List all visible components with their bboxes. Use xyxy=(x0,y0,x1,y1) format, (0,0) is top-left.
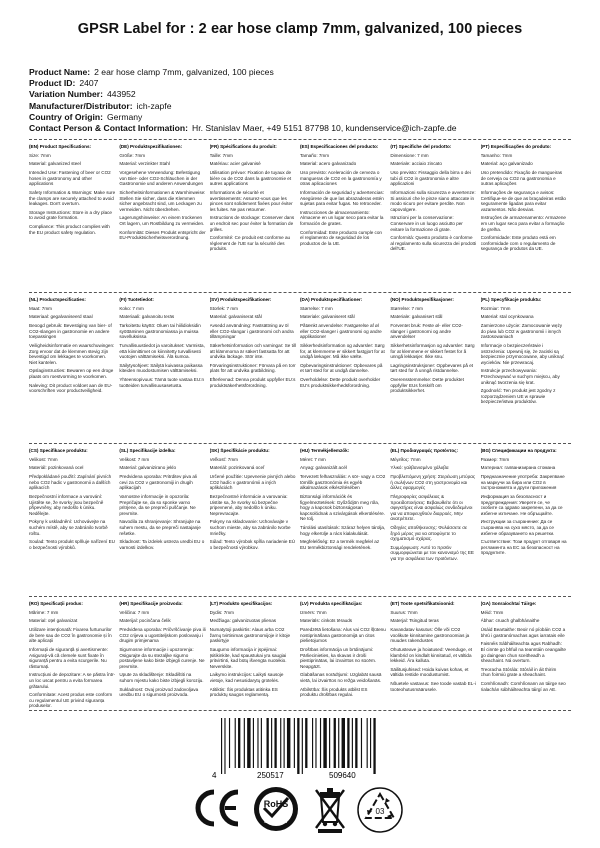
language-heading: (EN) Product Specifications: xyxy=(29,144,92,149)
spec-text: Suurus: 7mm xyxy=(390,609,418,615)
spec-text: Koko: 7 mm xyxy=(119,305,144,311)
spec-text: Förvaringsinstruktioner: Förvara på en torr plats för att undvika gratbildning. xyxy=(209,362,296,374)
barcode-bar xyxy=(253,718,254,768)
spec-text: Compliance: This product complies with the EU product safety regulation. xyxy=(29,224,110,235)
language-column xyxy=(210,601,300,709)
language-column xyxy=(481,601,571,709)
spec-text: Storlek: 7 mm xyxy=(209,305,238,311)
language-section xyxy=(29,297,571,405)
language-column xyxy=(300,448,390,561)
barcode-bar xyxy=(261,718,262,768)
spec-text: Materjal: Tsingitud teras xyxy=(390,618,439,624)
spec-text: Velikost: 7mm xyxy=(29,456,58,462)
language-heading: (ES) Especificaciones del producto: xyxy=(299,144,379,149)
spec-text: Съответствие: Този продукт отговаря на регламента на ЕС за безопасност на продуктите. xyxy=(480,539,567,556)
barcode-bar xyxy=(334,718,336,768)
barcode-bar xyxy=(297,718,299,774)
barcode-bar xyxy=(235,718,236,768)
rohs-sublabel: COMPLIANT xyxy=(264,819,288,824)
language-heading: (DA) Produktspecifikationer: xyxy=(299,297,363,302)
spec-text: Kavandatav kasutus: Õlle või CO2 voolikute kinnitamine gastronoomias ja muudes rakendustes xyxy=(390,627,470,644)
language-heading: (HU) Termékjellemzők: xyxy=(299,448,350,453)
spec-text: Skladnost: Ta izdelek ustreza uredbi EU o varnosti izdelkov. xyxy=(119,539,205,550)
language-heading: (LT) Produkto specifikacijos: xyxy=(209,601,273,606)
barcode-bar xyxy=(320,718,321,768)
spec-text: Informacje o bezpieczeństwie i ostrzeżenia: Upewnij się, że zaciski są bezpiecznie przymocowane, aby uniknąć wycieków. Nie przewracaj. xyxy=(480,343,565,365)
spec-text: Informazioni sulla sicurezza e avvertenze: Si assicuri che le pinze siano attaccate in modo sicuro per evitare perdite. Non capovolgere. xyxy=(390,190,476,212)
spec-text: Tarkoitettu käyttö: Oluen tai hiilidioksidin syöttäminen gastronomiassa ja muissa sovelluksissa xyxy=(119,323,201,340)
language-section xyxy=(29,601,571,709)
spec-text: Material: aço galvanizado xyxy=(480,161,533,167)
language-column xyxy=(390,601,480,709)
info-value: ich-zapfe xyxy=(136,100,172,111)
spec-text: Rozmiar: 7mm xyxy=(480,305,511,311)
language-column xyxy=(29,601,119,709)
spec-text: Materiāls: cinkots tērauds xyxy=(299,618,353,624)
spec-text: Размер: 7mm xyxy=(480,456,510,462)
language-heading: (IT) Specifiche del prodotto: xyxy=(390,144,452,149)
spec-text: Größe: 7mm xyxy=(119,152,146,158)
spec-text: Материал: галванизирана стомана xyxy=(480,465,556,471)
spec-text: Nõuetele vastavus: See toode vastab EL-i tooteohutusmäärusele. xyxy=(390,681,476,692)
spec-text: Materiál: pozinkovaná oceľ xyxy=(209,465,265,471)
spec-text: Material: verzinkter Stahl xyxy=(119,161,170,167)
barcode-bar xyxy=(271,718,272,768)
spec-text: Safety Information & Warnings: Make sure the clamps are securely attached to avoid leakages. Don't overturn. xyxy=(29,190,116,207)
spec-text: Υλικό: γαλβανισμένο χάλυβα xyxy=(390,465,449,471)
spec-text: Utilizare intenționată: Fixarea furtunurilor de bere sau de CO2 în gastronomie și în alte aplicații xyxy=(29,627,112,644)
info-row xyxy=(29,123,457,134)
language-heading: (GA) Sonraíochtaí Táirge: xyxy=(480,601,537,606)
spec-text: Maat: 7mm xyxy=(29,305,52,311)
language-heading: (BG) Спецификации на продукта: xyxy=(480,448,557,453)
spec-text: Pokyny na skladovanie: Uchovávajte v suchom mieste, aby sa zabránilo tvorbe mriežky. xyxy=(209,519,291,536)
spec-text: Megfelelőség: Ez a termék megfelel az EU termékbiztonsági rendeletének. xyxy=(299,539,380,550)
spec-text: Istruzioni per la conservazione: Conservare in un luogo asciutto per evitare la formazione di grate. xyxy=(390,215,463,232)
spec-text: Paredzētā lietošana: Alus vai CO2 šļūtenu nostiprināšana gastronomijā un citos pielietojumos xyxy=(299,627,386,644)
language-column xyxy=(300,297,390,405)
spec-text: Treoracha Stórála: Stóráil in áit thirim chun foirmiú grate a sheachaint. xyxy=(480,666,557,678)
spec-text: Informații de siguranță și avertismente: Asigurați-vă că clemele sunt fixate în siguranță pentru a evita scurgerile. Nu răsturnați. xyxy=(29,647,108,669)
info-value: Hr. Stanislav Maer, +49 5151 87798 10, kundenservice@ich-zapfe.de xyxy=(192,123,457,134)
info-label: Contact Person & Contact Information: xyxy=(29,123,188,134)
barcode-bar xyxy=(361,718,362,768)
barcode-bar xyxy=(224,718,225,774)
language-column xyxy=(481,144,571,252)
spec-text: Vorgesehene Verwendung: Befestigung von Bier- oder CO2-Schläuchen in der Gastronomie und anderen Anwendungen xyxy=(119,170,204,187)
language-column xyxy=(119,601,209,709)
spec-text: Materiaali: galvanoitu teräs xyxy=(119,314,175,320)
spec-text: Pokyny k uskladnění: Uchovávejte na suchém místě, aby se zabránilo tvorbě roštu. xyxy=(29,519,108,536)
spec-text: Material: galvanized steel xyxy=(29,161,81,167)
spec-text: Uso previsto: Aceleración de cerveza o mangueras de CO2 en la gastronomía y otras aplicaciones xyxy=(299,170,382,187)
barcode-digit-3: 509640 xyxy=(329,771,356,780)
barcode-bar xyxy=(267,718,269,768)
spec-text: Navodila za shranjevanje: Shranjujte na suhem mestu, da se prepreči nastajanje rešetke. xyxy=(119,519,201,536)
language-column xyxy=(119,297,209,405)
spec-text: Πληροφορίες ασφάλειας & προειδοποιήσεις: Βεβαιωθείτε ότι οι σφιγκτήρες είναι ασφαλώς συνδεδεμένοι για να αποφευχθούν διαρροές. Μην ανατρέπετε. xyxy=(390,494,473,522)
spec-text: Laikymo instrukcijos: Laikyti sausoje vietoje, kad nesusidarytų grotelės. xyxy=(209,672,284,683)
language-heading: (SL) Specifikacije izdelka: xyxy=(119,448,176,453)
spec-text: Tervezett felhasználás: A sör- vagy a CO2 tömlők gasztronómia és egyéb alkalmazások elkészítésében xyxy=(299,474,386,491)
info-row xyxy=(29,78,457,89)
language-heading: (RO) Specificații produs: xyxy=(29,601,83,606)
language-column xyxy=(300,144,390,252)
info-label: Manufacturer/Distributor: xyxy=(29,100,133,111)
barcode-bar xyxy=(352,718,353,768)
language-heading: (HR) Specifikacije proizvoda: xyxy=(119,601,183,606)
spec-text: Mărime: 7 mm xyxy=(29,609,59,615)
spec-text: Sikkerhedsinformation og advarsler: Sørg for, at klemmerne er sikkert fastgjort for at undgå lækager. Må ikke vælte. xyxy=(299,343,385,360)
barcode-bar xyxy=(338,718,339,768)
spec-text: Предназначение употреба: Закрепване на маркучи за бира или CO2 в гастрономията и други приложения xyxy=(480,474,565,491)
barcode-bar xyxy=(323,718,326,768)
language-column xyxy=(29,448,119,561)
info-row xyxy=(29,112,457,123)
spec-text: Avsedd användning: Fastsättning av öl eller CO2-slangar i gastronomi och andra tillämpningar xyxy=(209,323,294,340)
spec-text: Lagerungshinweise: An einem trockenen Ort lagern, um Rostbildung zu vermeiden. xyxy=(119,215,205,226)
spec-text: Materiaal: gegalvaniseerd staal xyxy=(29,314,93,320)
barcode-bar xyxy=(244,718,245,768)
spec-text: Materiał: stal ocynkowana xyxy=(480,314,534,320)
spec-text: Efterlevnad: Denna produkt uppfyller EU:s produktsäkerhetsförordning. xyxy=(209,377,296,388)
barcode-bar xyxy=(315,718,316,768)
language-column xyxy=(210,144,300,252)
info-label: Product Name: xyxy=(29,67,91,77)
rohs-icon xyxy=(250,784,302,834)
spec-text: Méid: 7mm xyxy=(480,609,504,615)
spec-text: Ábhar: cruach ghalbhánaithe xyxy=(480,618,540,624)
spec-text: Instrucciones de almacenamiento: Almacene en un lugar seco para evitar la formación de grates. xyxy=(299,209,384,226)
spec-text: Izmērs: 7mm xyxy=(299,609,327,615)
spec-text: Οδηγίες αποθήκευσης: Φυλάσσετε σε ξηρό μέρος για να αποφύγετε το σχηματισμό σχάρας. xyxy=(390,524,468,542)
spec-text: Materiál: pozinkovaná ocel xyxy=(29,465,84,471)
spec-text: Størrelse: 7 mm xyxy=(390,305,423,311)
spec-text: Varnostne informacije in opozorila: Prepričajte se, da so sponke varno pritrjene, da se prepreči puščanje. Ne prevrnite. xyxy=(119,494,196,516)
spec-text: Atbilstība: Šis produkts atbilst ES produktu drošības regulai. xyxy=(299,686,368,698)
spec-text: Dydis: 7mm xyxy=(209,609,234,615)
spec-text: Material: galvanizirano jeklo xyxy=(119,465,177,471)
spec-text: Veličina: 7 mm xyxy=(119,609,150,615)
spec-text: Intended Use: Fastening of beer or CO2 hoses in gastronomy and other applications xyxy=(29,170,111,187)
language-heading: (FI) Tuotetiedot: xyxy=(119,297,154,302)
spec-text: Säilitusjuhised: Hoida kuivas kohas, et vältida restide moodustumist. xyxy=(390,666,469,678)
spec-text: Předpokládané použití: Zapínání pivních nebo CO2 hadic v gastronomii a dalších aplikacích xyxy=(29,474,112,491)
recycling-number: 03 xyxy=(375,807,385,816)
barcode-bar xyxy=(312,718,313,768)
spec-text: Informações de segurança e avisos: Certifique-se de que as braçadeiras estão seguramente ligadas para evitar vazamentos. Não desvias. xyxy=(480,190,566,212)
language-column xyxy=(481,448,571,561)
spec-text: Veľkosť: 7mm xyxy=(209,456,238,462)
spec-text: Säkerhetsinformation och varningar: Se till att klämmorna är säkert fastsatta för att undvika läckage. Stör inte. xyxy=(209,343,296,360)
barcode-bar xyxy=(247,718,250,768)
language-column xyxy=(390,297,480,405)
spec-text: Súlad: Tento výrobok spĺňa nariadenie EÚ o bezpečnosti výrobkov. xyxy=(209,539,296,550)
language-column xyxy=(390,448,480,561)
spec-text: Material: galvaniserat stål xyxy=(209,314,262,320)
language-heading: (PL) Specyfikacje produktu: xyxy=(480,297,542,302)
spec-text: Forventet bruk: Feste øl- eller CO2-slanger i gastronomi og andre anvendelser xyxy=(390,323,463,340)
spec-text: Ohutusteave ja hoiatused: Veenduge, et klambrid on kindlalt kinnitatud, et vältida lekkeid. Ära kalluta. xyxy=(390,647,473,664)
spec-text: Instrucțiuni de depozitare: A se păstra într-un loc uscat pentru a evita formarea grătarului. xyxy=(29,672,116,689)
info-value: 2 ear hose clamp 7mm, galvanized, 100 pieces xyxy=(94,67,274,77)
spec-text: Velikost: 7 mm xyxy=(119,456,150,462)
divider xyxy=(29,596,571,597)
info-value: Germany xyxy=(107,111,143,122)
spec-text: Yhteensopivuus: Tämä tuote vastaa EU:n tuotteiden turvallisuusasetusta. xyxy=(119,377,205,388)
language-section xyxy=(29,448,571,561)
language-column xyxy=(210,297,300,405)
spec-text: Storage Instructions: Store in a dry place to avoid grate formation. xyxy=(29,209,112,221)
language-column xyxy=(390,144,480,252)
spec-text: Инструкции за съхранение: Да се съхранява на сухо място, за да се избегне образуването на решетки. xyxy=(480,519,555,536)
divider xyxy=(29,139,571,140)
spec-text: Sigurnosne informacije i upozorenja: Osigurajte da su stezaljke sigurno postavljene kako biste izbjegli curenje. Ne prevrnite. xyxy=(119,647,205,669)
info-label: Variation Number: xyxy=(29,89,104,100)
language-heading: (ET) Toote spetsifikatsioonid: xyxy=(390,601,455,606)
barcode-bar xyxy=(238,718,240,768)
rohs-label: RoHS xyxy=(263,799,289,809)
spec-text: Bezpečnostné informácie a varovania: Uistite sa, že svorky sú bezpečne pripevnené, aby nedošlo k úniku. Neprevracajte. xyxy=(209,494,288,516)
spec-text: Instruções de armazenamento: Armazene em um lugar seco para evitar a formação de grelha. xyxy=(480,215,566,232)
spec-text: Turvallisuustiedot ja varoitukset: Varmista, että kiinnittimet on kiinnitetty turvallisesti vuotojen välttämiseksi. Älä kumoa. xyxy=(119,343,205,360)
spec-text: Veiligheidsinformatie en waarschuwingen: Zorg ervoor dat de klemmen stevig zijn bevestigd om lekkages te voorkomen. Niet kantelen. xyxy=(29,343,115,365)
language-column xyxy=(29,144,119,252)
barcode-bar xyxy=(221,718,222,774)
spec-text: Medžiaga: galvanizuotas plienas xyxy=(209,618,277,624)
spec-text: Conformité: Ce produit est conforme au règlement de l'UE sur la sécurité des produits. xyxy=(209,235,291,252)
language-heading: (NL) Productspecificaties: xyxy=(29,297,86,302)
language-heading: (DE) Produktspezifikationen: xyxy=(119,144,183,149)
info-value: 443952 xyxy=(107,89,136,100)
spec-text: Material: oțel galvanizat xyxy=(29,618,78,624)
spec-text: Overensstemmelse: Dette produktet oppfyller EUs forskrift om produktsikkerhet. xyxy=(390,377,464,394)
spec-text: Material: acero galvanizado xyxy=(299,161,357,167)
spec-text: Materiale: galvanisert stål xyxy=(390,314,443,320)
spec-text: Προβλεπόμενη χρήση: Στερέωση μπύρας ή σωλήνων CO2 στη γαστρονομία και άλλες εφαρμογές xyxy=(390,474,476,491)
spec-text: Materiale: galvaniseret stål xyxy=(299,314,355,320)
language-column xyxy=(300,601,390,709)
spec-text: Opbevaringsinstruktioner: Opbevares på et tørt sted for at undgå dannelse. xyxy=(299,362,383,374)
barcode-bar xyxy=(367,718,368,768)
spec-text: Matériau: acier galvanisé xyxy=(209,161,261,167)
spec-text: Μέγεθος: 7mm xyxy=(390,456,421,462)
language-column xyxy=(119,144,209,252)
spec-text: Συμμόρφωση: Αυτό το προϊόν συμμορφώνεται με τον κανονισμό της ΕΕ για την ασφάλεια των προϊόντων. xyxy=(390,544,474,561)
spec-text: Materijal: pocinčana čelik xyxy=(119,618,171,624)
spec-text: Informations de sécurité et avertissements: Assurez-vous que les pinces sont solidement fixées pour éviter les fuites. Ne pas retourner. xyxy=(209,190,293,212)
barcode-bar xyxy=(257,718,258,768)
spec-text: Drošības informācija un brīdinājumi: Pārliecinieties, ka skavas ir droši piestiprinātas, lai izvairītos no sūcēm. Neapgāzt. xyxy=(299,647,377,669)
barcode-bar xyxy=(229,718,230,768)
spec-text: Dimensione: 7 mm xyxy=(390,152,429,158)
language-column xyxy=(481,297,571,405)
spec-text: Sicherheitsinformationen & Warnhinweise: Stellen Sie sicher, dass die Klemmen sicher angebracht sind, um Leckagen zu vermeiden. Nicht überdrehen. xyxy=(119,190,206,212)
spec-text: Tárolási utasítások: Száraz helyen tárolja, hogy elkerülje a rács kialakulását. xyxy=(299,524,386,536)
spec-text: Sukladnost: Ovaj proizvod zadovoljava uredbu EU o sigurnosti proizvoda. xyxy=(119,686,199,698)
divider xyxy=(29,292,571,293)
spec-text: Biztonsági információk és figyelmeztetések: Győződjön meg róla, hogy a kapcsok biztonságosan kapcsolódnak a szivárgások elkerülésére. Ne tolj. xyxy=(299,494,386,522)
spec-text: Tamanho: 7mm xyxy=(480,152,513,158)
spec-text: Size: 7mm xyxy=(29,152,51,158)
language-column xyxy=(210,448,300,561)
spec-text: Glabāšanas norādījumi: Uzglabāt sausā vietā, lai izvairītos no režģa veidošanās. xyxy=(299,672,382,683)
barcode-bar xyxy=(373,718,375,774)
barcode-bar xyxy=(329,718,330,768)
spec-text: Faisnéis Sábháilteachta agus Rabhadh: Bí cinnte go bhfuil na teanntáin ceangailte go daingean chun sceitheadh a sheachaint. Ná overturn. xyxy=(480,641,566,664)
barcode-digit-2: 250517 xyxy=(257,771,284,780)
spec-text: Conformitate: Acest produs este conform cu regulamentul UE privind siguranța produselor. xyxy=(29,692,113,709)
language-column xyxy=(119,448,209,561)
spec-text: Úsáid Beartaithe: Beoir nó píobáin CO2 a bhrú i gastranómachas agus iarratais eile xyxy=(480,627,566,638)
barcode-bar xyxy=(302,718,303,774)
barcode-digit-1: 4 xyxy=(212,771,217,780)
product-info xyxy=(29,67,457,134)
barcode-bar xyxy=(355,718,357,768)
barcode-bar xyxy=(294,718,295,768)
spec-text: Saugumo informacija ir įspėjimai: Įsitikinkite, kad spaustukai yra saugiai pritvirtinti, kad būtų išvengta nuotėkio. Neverskite. xyxy=(209,647,287,669)
spec-text: Conformidade: Este produto está em conformidade com o regulamento de segurança de produtos da UE. xyxy=(480,235,556,252)
spec-text: Påtænkt anvendelse: Fastgørelse af øl eller CO2-slanger i gastronomi og andre applikationer xyxy=(299,323,382,340)
spec-text: Určené použitie: Upevnenie pivných alebo CO2 hadíc v gastronómii a iných aplikáciách xyxy=(209,474,296,491)
spec-text: Información de seguridad y advertencias: Asegúrese de que las abrazaderas estén sujetas para evitar fugas. No retroceder. xyxy=(299,190,384,207)
language-heading: (SK) Špecifikácie produktu: xyxy=(209,448,270,453)
spec-text: Comhlíonadh: Comhlíonann an táirge seo rialachán sábháilteachta táirgí an AE. xyxy=(480,681,566,692)
divider xyxy=(29,443,571,444)
barcode-bar xyxy=(342,718,345,768)
spec-text: Sikkerhetsinformasjon og advarsler: Sørg for at klemmene er sikkert festet for å unngå lekkasjer. Ikke snu. xyxy=(390,343,475,360)
spec-text: Beoogd gebruik: Bevestiging van bier- of CO2-slangen in gastronomie en andere toepassingen xyxy=(29,323,112,340)
spec-text: Anyag: galvanizált acél xyxy=(299,465,347,471)
language-heading: (FR) Spécifications du produit: xyxy=(209,144,277,149)
language-heading: (SV) Produktspecifikationer: xyxy=(209,297,272,302)
spec-text: Størrelse: 7 mm xyxy=(299,305,333,311)
language-heading: (CS) Specifikace produktu: xyxy=(29,448,88,453)
spec-text: Numatytoji paskirtis: Alaus arba CO2 žarnų tvirtinimas gastronomijoje ir kitoje paskirtyje xyxy=(209,627,291,644)
spec-text: Uso pretendido: Fixação de mangueiras de cerveja ou CO2 na gastronomia e outras aplicações xyxy=(480,170,563,187)
spec-text: Zgodność: Ten produkt jest zgodny z rozporządzeniem UE w sprawie bezpieczeństwa produktów. xyxy=(480,388,556,405)
barcode-bar xyxy=(274,718,276,768)
spec-text: Predvidena uporaba: Pritrditev piva ali cevi za CO2 v gastronomiji in drugih aplikacijah xyxy=(119,474,197,491)
spec-text: Utilisation prévue: Fixation de tuyaux de bière ou de CO2 dans la gastronomie et autres applications xyxy=(209,170,292,187)
spec-text: Säilytysohjeet: Säilytä kuivassa paikassa kiteiden muodostumisen välttämiseksi. xyxy=(119,362,203,374)
spec-text: Méret: 7 mm xyxy=(299,456,326,462)
spec-text: Naleving: Dit product voldoet aan de EU-voorschriften voor productveiligheid. xyxy=(29,382,113,394)
spec-text: Zamierzone użycie: Zamocowanie węży do piwa lub CO2 w gastronomii i innych zastosowaniach xyxy=(480,323,563,340)
barcode-bar xyxy=(284,718,285,768)
spec-text: Materiale: acciaio zincato xyxy=(390,161,442,167)
spec-text: Lagringsinstruksjoner: Oppbevares på et tørt sted for å unngå ristdannelse. xyxy=(390,362,474,374)
spec-text: Konformität: Dieses Produkt entspricht der EU-Produktsicherheitsverordnung. xyxy=(119,229,206,241)
barcode xyxy=(211,718,393,780)
info-label: Country of Origin: xyxy=(29,111,103,122)
info-row xyxy=(29,89,457,100)
spec-text: Bezpečnostní informace a varování: Ujistěte se, že svorky jsou bezpečně připevněny, aby nedošlo k úniku. Nedělejte. xyxy=(29,494,104,516)
spec-text: Информация за безопасност и предупреждения: Уверете се, че скобите са здраво закрепени, за да се избегне изтичане. Не обръщайте. xyxy=(480,494,563,516)
spec-text: Soulad: Tento produkt splňuje nařízení EU o bezpečnosti výrobků. xyxy=(29,539,115,550)
barcode-bar xyxy=(305,718,307,768)
barcode-bar xyxy=(287,718,290,768)
language-section xyxy=(29,144,571,252)
info-label: Product ID: xyxy=(29,78,76,89)
language-heading: (PT) Especificações do produto: xyxy=(480,144,552,149)
info-row xyxy=(29,101,457,112)
page-title: GPSR Label for : 2 ear hose clamp 7mm, galvanized, 100 pieces xyxy=(77,21,523,37)
spec-text: Upute za skladištenje: Skladištiti na suhom mjestu kako biste izbjegli koroziju. xyxy=(119,672,204,683)
divider xyxy=(29,710,571,711)
language-heading: (LV) Produkta specifikācijas: xyxy=(299,601,363,606)
spec-text: Uso previsto: Fissaggio della birra o dei tubi di CO2 in gastronomia e altre applicazioni xyxy=(390,170,471,187)
language-heading: (NO) Produktspesifikasjoner: xyxy=(390,297,454,302)
spec-text: Overholdelse: Dette produkt overholder EU's produktsikkerhedsforordning. xyxy=(299,377,381,388)
spec-text: Taille: 7mm xyxy=(209,152,233,158)
spec-text: Instrukcje przechowywania: Przechowywać w suchym miejscu, aby uniknąć tworzenia się krat. xyxy=(480,368,560,385)
info-value: 2407 xyxy=(79,78,99,89)
barcode-bar xyxy=(370,718,371,768)
barcode-bar xyxy=(280,718,281,768)
spec-text: Predviđena uporaba: Pričvršćivanje piva ili CO2 crijeva u ugostiteljskom poslovanju i drugim primjenama xyxy=(119,627,206,644)
ce-mark-icon xyxy=(192,786,244,830)
spec-text: Conformità: Questo prodotto è conforme al regolamento sulla sicurezza dei prodotti dell'UE. xyxy=(390,235,477,252)
spec-text: Instructions de stockage: Conserver dans un endroit sec pour éviter la formation de grilles. xyxy=(209,215,295,232)
barcode-bar xyxy=(347,718,349,768)
language-column xyxy=(29,297,119,405)
spec-text: Tamaño: 7mm xyxy=(299,152,330,158)
info-row xyxy=(29,67,457,78)
spec-text: Conformidad: Este producto cumple con el reglamento de seguridad de los productos de la UE. xyxy=(299,229,382,246)
spec-text: Atitiktis: Šis produktas atitinka ES produktų saugos reglamentą. xyxy=(209,686,278,698)
spec-text: Opslaginstructies: Bewaren op een droge plaats om roestvorming te voorkomen. xyxy=(29,368,114,379)
weee-bin-icon xyxy=(310,782,350,834)
recycling-icon xyxy=(356,784,404,834)
language-heading: (EL) Προδιαγραφές προϊόντος: xyxy=(390,448,459,453)
